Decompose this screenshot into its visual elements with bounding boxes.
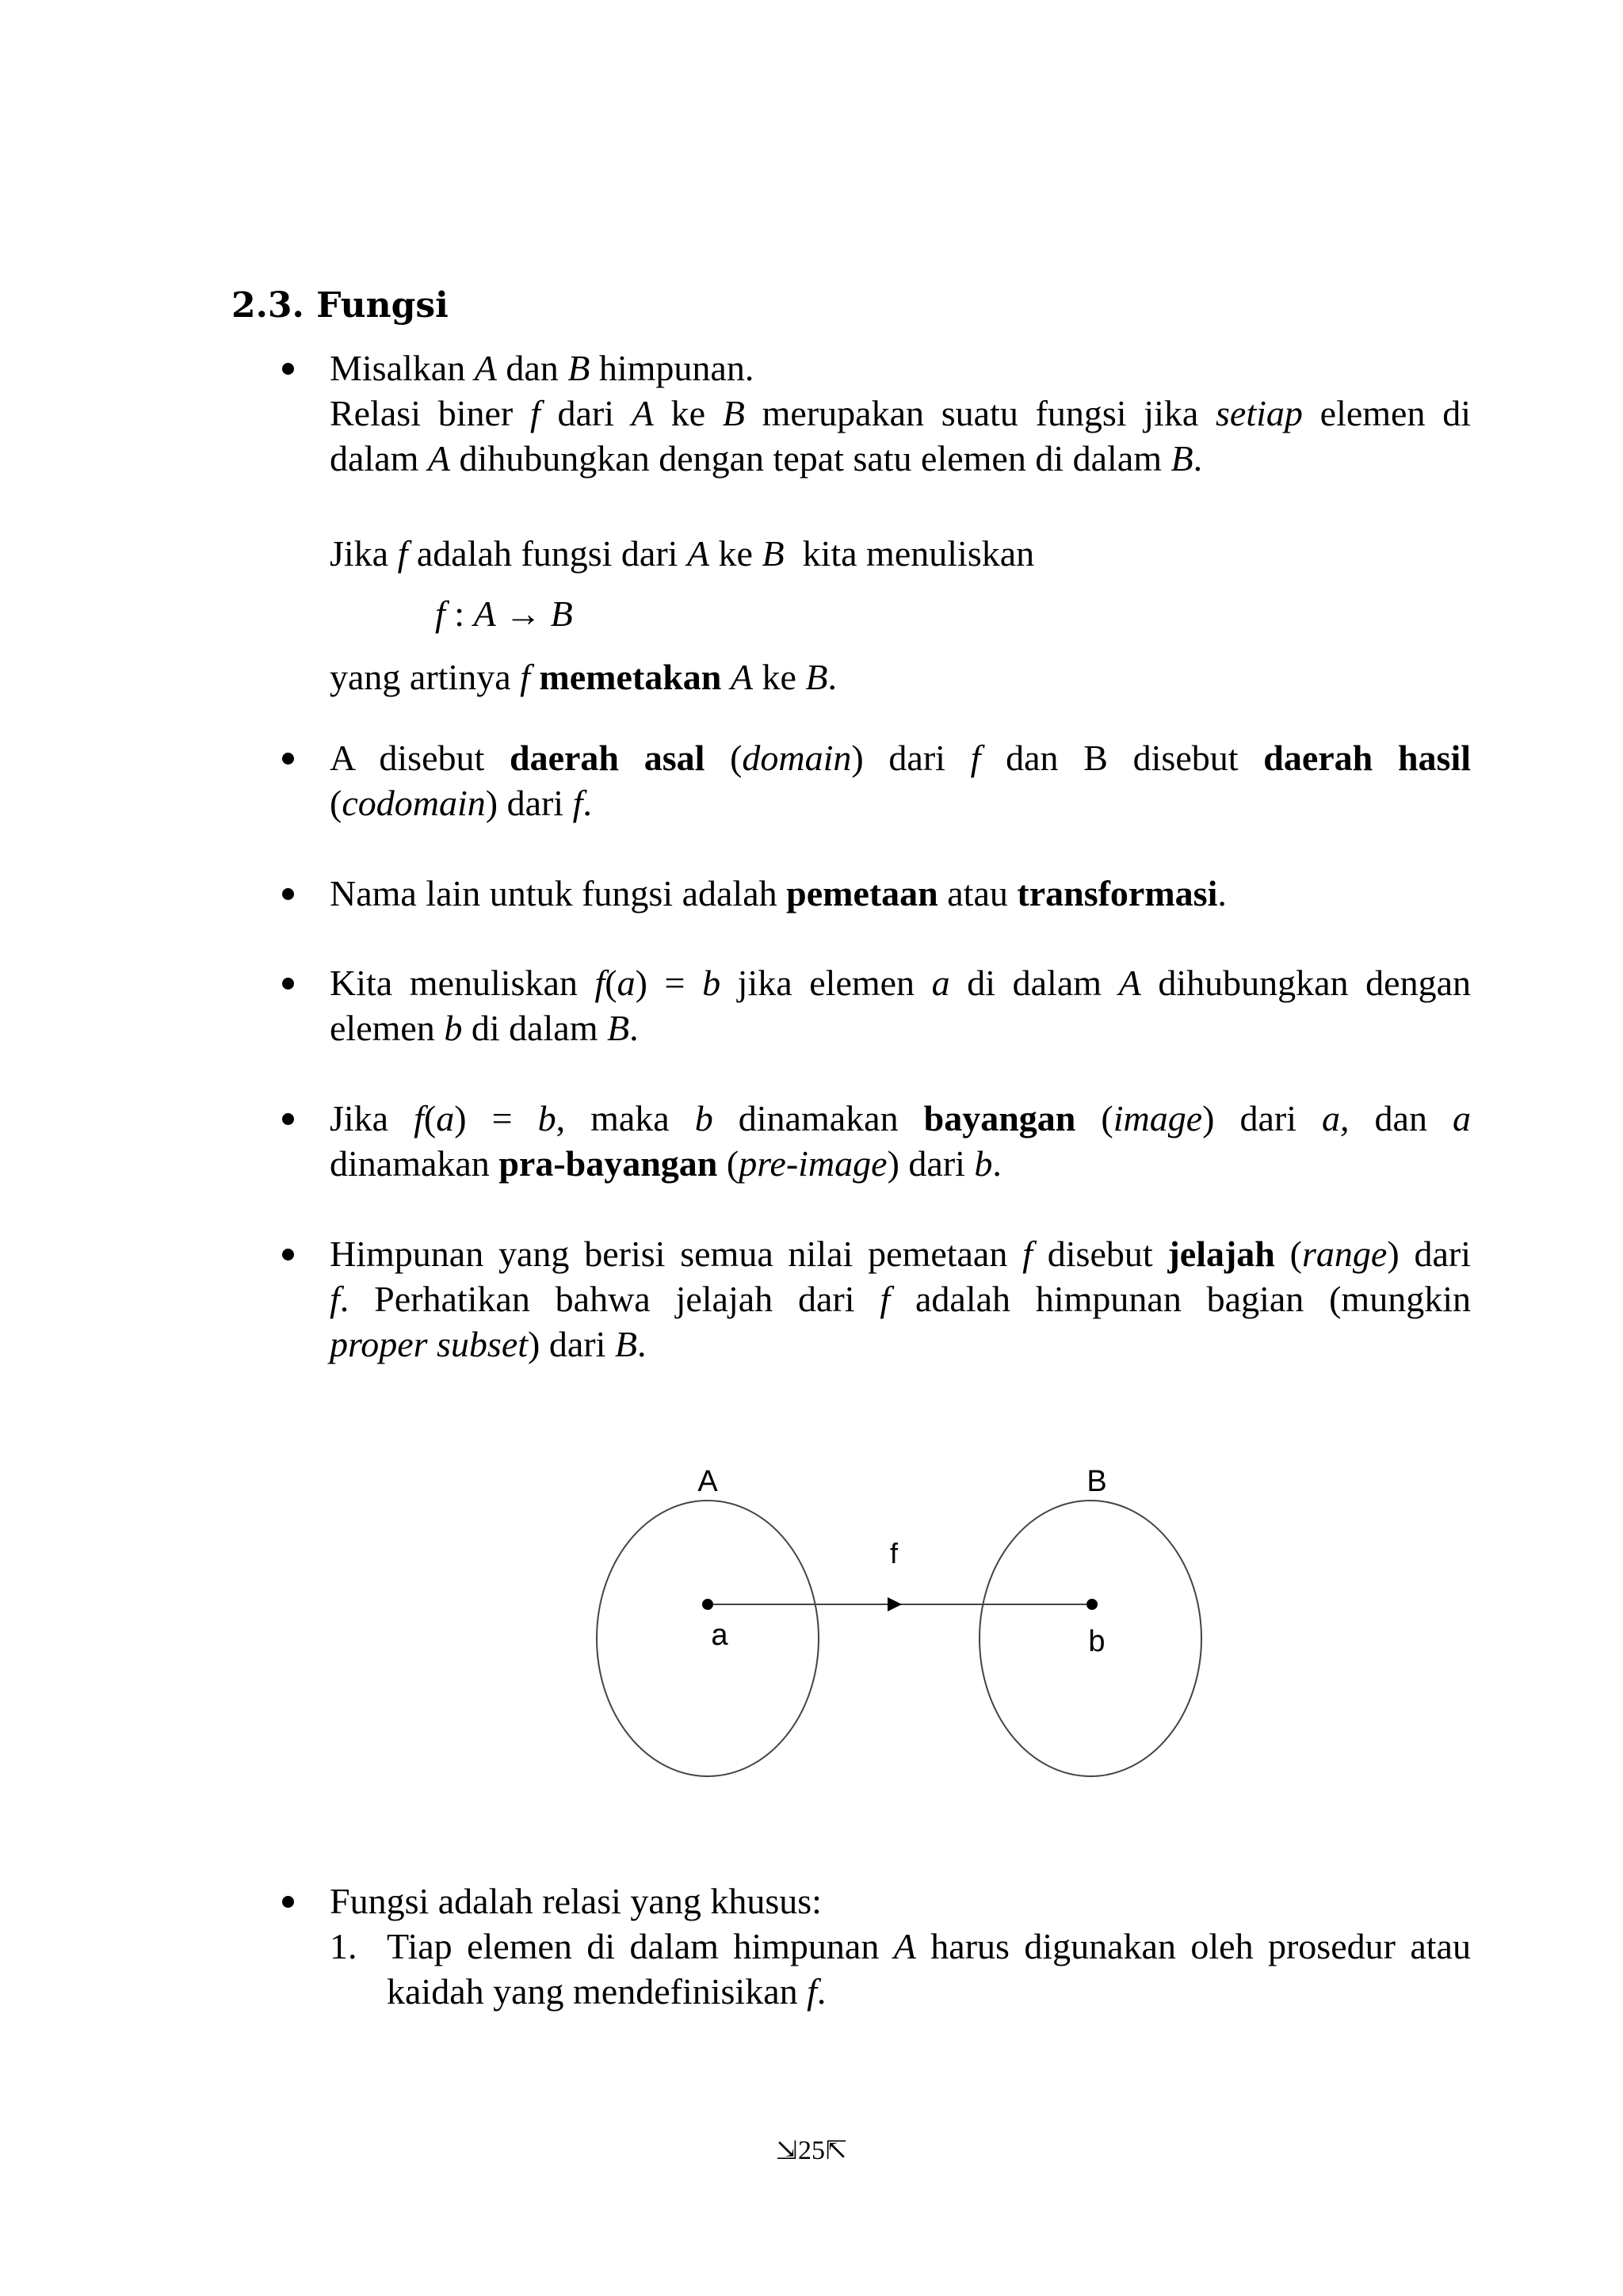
page-footer	[0, 2135, 1623, 2167]
footer-right-arrow-icon: ⇱	[825, 2136, 848, 2165]
arrow-head-icon	[888, 1597, 902, 1611]
line: A disebut daerah asal (domain) dari f dan B disebut daerah hasil	[330, 738, 1472, 778]
line: dalam A dihubungkan dengan tepat satu elemen di dalam B.	[330, 438, 1203, 479]
line: Fungsi adalah relasi yang khusus:	[330, 1881, 822, 1921]
label-set-a: A	[697, 1465, 718, 1498]
line: Misalkan A dan B himpunan.	[330, 348, 754, 388]
element-b-dot	[1086, 1599, 1098, 1610]
function-mapping-diagram	[555, 1442, 1236, 1791]
list-number: 1.	[330, 1926, 357, 1966]
bullet-dot	[282, 978, 294, 990]
label-a: a	[711, 1619, 728, 1652]
bullet-dot	[282, 1896, 294, 1908]
page-number: 25	[798, 2136, 825, 2165]
footer-left-arrow-icon: ⇲	[775, 2136, 798, 2165]
line: Kita menuliskan f(a) = b jika elemen a di dalam A dihubungkan dengan	[330, 963, 1471, 1003]
ordered-list-item	[330, 1924, 1471, 2014]
line: Jika f adalah fungsi dari A ke B kita menuliskan	[330, 533, 1035, 574]
line: proper subset) dari B.	[330, 1324, 647, 1364]
label-set-b: B	[1086, 1465, 1107, 1498]
section-title-text: Fungsi	[316, 285, 449, 326]
bullet-dot	[282, 888, 294, 900]
label-f: f	[889, 1537, 899, 1569]
set-a-ellipse	[597, 1501, 819, 1776]
bullet-dot	[282, 753, 294, 765]
line: dinamakan pra-bayangan (pre-image) dari b.	[330, 1143, 1002, 1184]
section-title	[231, 282, 449, 330]
element-a-dot	[702, 1599, 713, 1610]
bullet-dot	[282, 1113, 294, 1125]
line: f. Perhatikan bahwa jelajah dari f adalah himpunan bagian (mungkin	[330, 1279, 1471, 1319]
line: Nama lain untuk fungsi adalah pemetaan atau transformasi.	[330, 873, 1227, 913]
line: Tiap elemen di dalam himpunan A harus digunakan oleh prosedur atau	[387, 1926, 1471, 1966]
formula: f : A → B	[435, 593, 573, 634]
line: Relasi biner f dari A ke B merupakan suatu fungsi jika setiap elemen di	[330, 393, 1471, 433]
bullet-dot	[282, 1249, 294, 1261]
line: Jika f(a) = b, maka b dinamakan bayangan (image) dari a, dan a	[330, 1098, 1472, 1138]
line: elemen b di dalam B.	[330, 1008, 639, 1048]
line: kaidah yang mendefinisikan f.	[387, 1971, 827, 2012]
section-number: 2.3.	[231, 285, 304, 326]
line: (codomain) dari f.	[330, 783, 592, 823]
bullet-dot	[282, 363, 294, 375]
line: yang artinya f memetakan A ke B.	[330, 657, 838, 697]
label-b: b	[1088, 1625, 1106, 1658]
line: Himpunan yang berisi semua nilai pemetaan f disebut jelajah (range) dari	[330, 1234, 1471, 1274]
